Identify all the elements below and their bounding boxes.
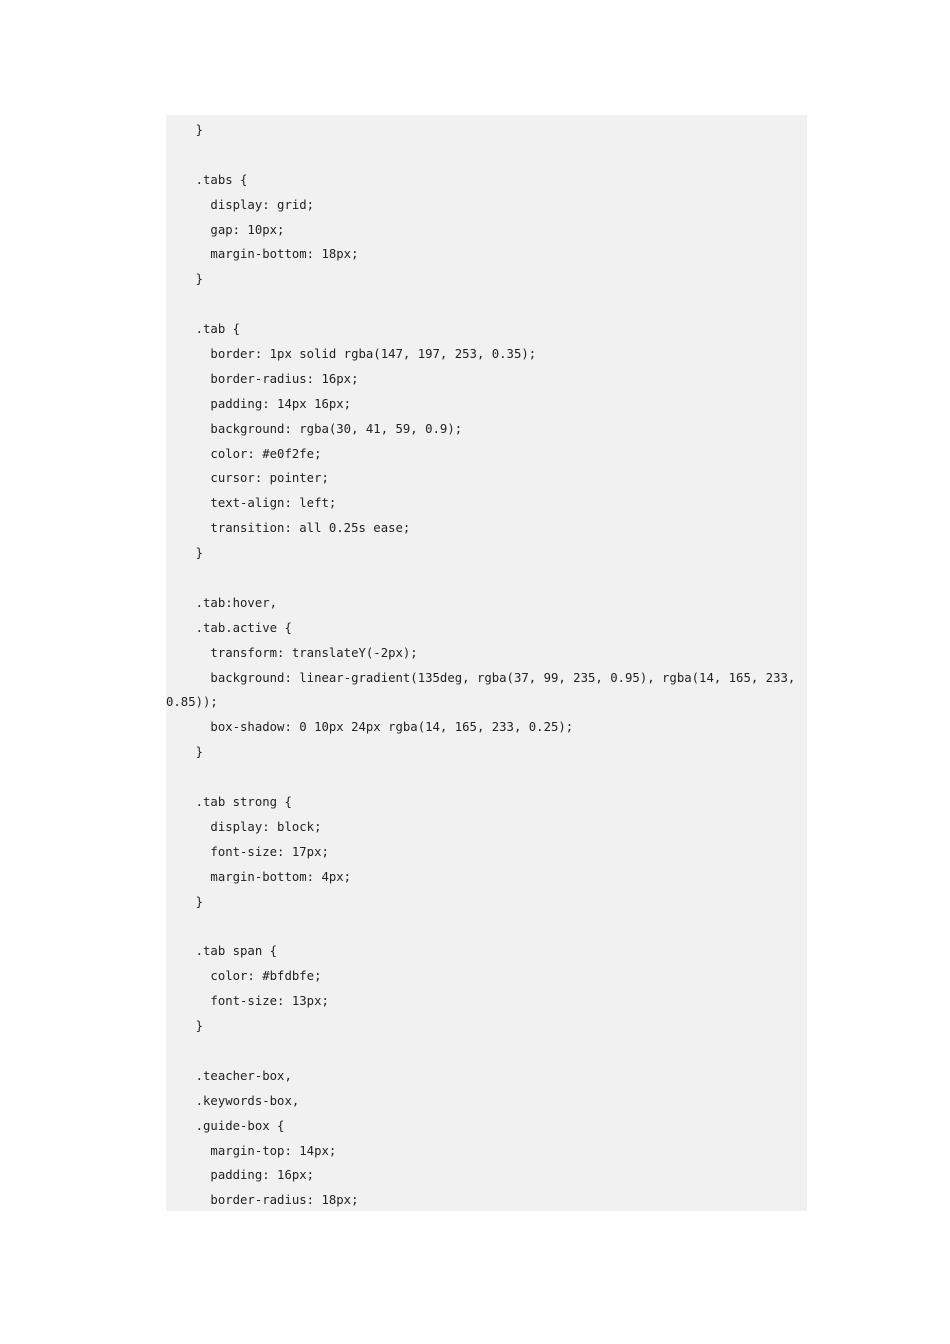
- code-line: border-radius: 18px;: [166, 1193, 359, 1208]
- code-line: background: rgba(30, 41, 59, 0.9);: [166, 421, 463, 436]
- code-line: [166, 765, 807, 790]
- code-line: background: linear-gradient(135deg, rgba(37, 99, 235, 0.95), rgba(14, 165, 233,: [166, 670, 796, 685]
- code-line: }: [166, 745, 204, 760]
- code-line: font-size: 17px;: [166, 844, 329, 859]
- code-line: [166, 143, 807, 168]
- code-line: 0.85));: [166, 695, 218, 710]
- code-line: .tab {: [166, 322, 241, 337]
- code-line: }: [166, 894, 204, 909]
- code-line: }: [166, 272, 204, 287]
- code-line: transition: all 0.25s ease;: [166, 521, 411, 536]
- code-line: [166, 1039, 807, 1064]
- code-line: .tabs {: [166, 172, 248, 187]
- code-line: display: block;: [166, 819, 322, 834]
- code-line: padding: 16px;: [166, 1168, 315, 1183]
- code-line: color: #bfdbfe;: [166, 969, 322, 984]
- code-line: [166, 566, 807, 591]
- code-line: gap: 10px;: [166, 222, 285, 237]
- code-line: padding: 14px 16px;: [166, 396, 352, 411]
- code-line: .tab strong {: [166, 795, 292, 810]
- code-line: margin-bottom: 4px;: [166, 869, 352, 884]
- code-line: [166, 292, 807, 317]
- code-line: border-radius: 16px;: [166, 371, 359, 386]
- code-line: .tab span {: [166, 944, 278, 959]
- code-line: .guide-box {: [166, 1118, 285, 1133]
- code-line: margin-top: 14px;: [166, 1143, 337, 1158]
- code-lines: [166, 118, 807, 1211]
- code-block: [166, 115, 807, 1211]
- code-line: border: 1px solid rgba(147, 197, 253, 0.35);: [166, 347, 537, 362]
- code-line: .tab.active {: [166, 620, 292, 635]
- code-line: [166, 915, 807, 940]
- code-line: transform: translateY(-2px);: [166, 645, 418, 660]
- code-line: text-align: left;: [166, 496, 337, 511]
- code-line: cursor: pointer;: [166, 471, 329, 486]
- code-line: .teacher-box,: [166, 1068, 292, 1083]
- code-line: display: grid;: [166, 197, 315, 212]
- code-line: .tab:hover,: [166, 595, 278, 610]
- code-line: color: #e0f2fe;: [166, 446, 322, 461]
- code-line: margin-bottom: 18px;: [166, 247, 359, 262]
- code-line: }: [166, 123, 204, 137]
- code-line: }: [166, 1019, 204, 1034]
- code-line: box-shadow: 0 10px 24px rgba(14, 165, 233, 0.25);: [166, 720, 574, 735]
- code-line: font-size: 13px;: [166, 994, 329, 1009]
- code-line: }: [166, 546, 204, 561]
- code-line: .keywords-box,: [166, 1093, 300, 1108]
